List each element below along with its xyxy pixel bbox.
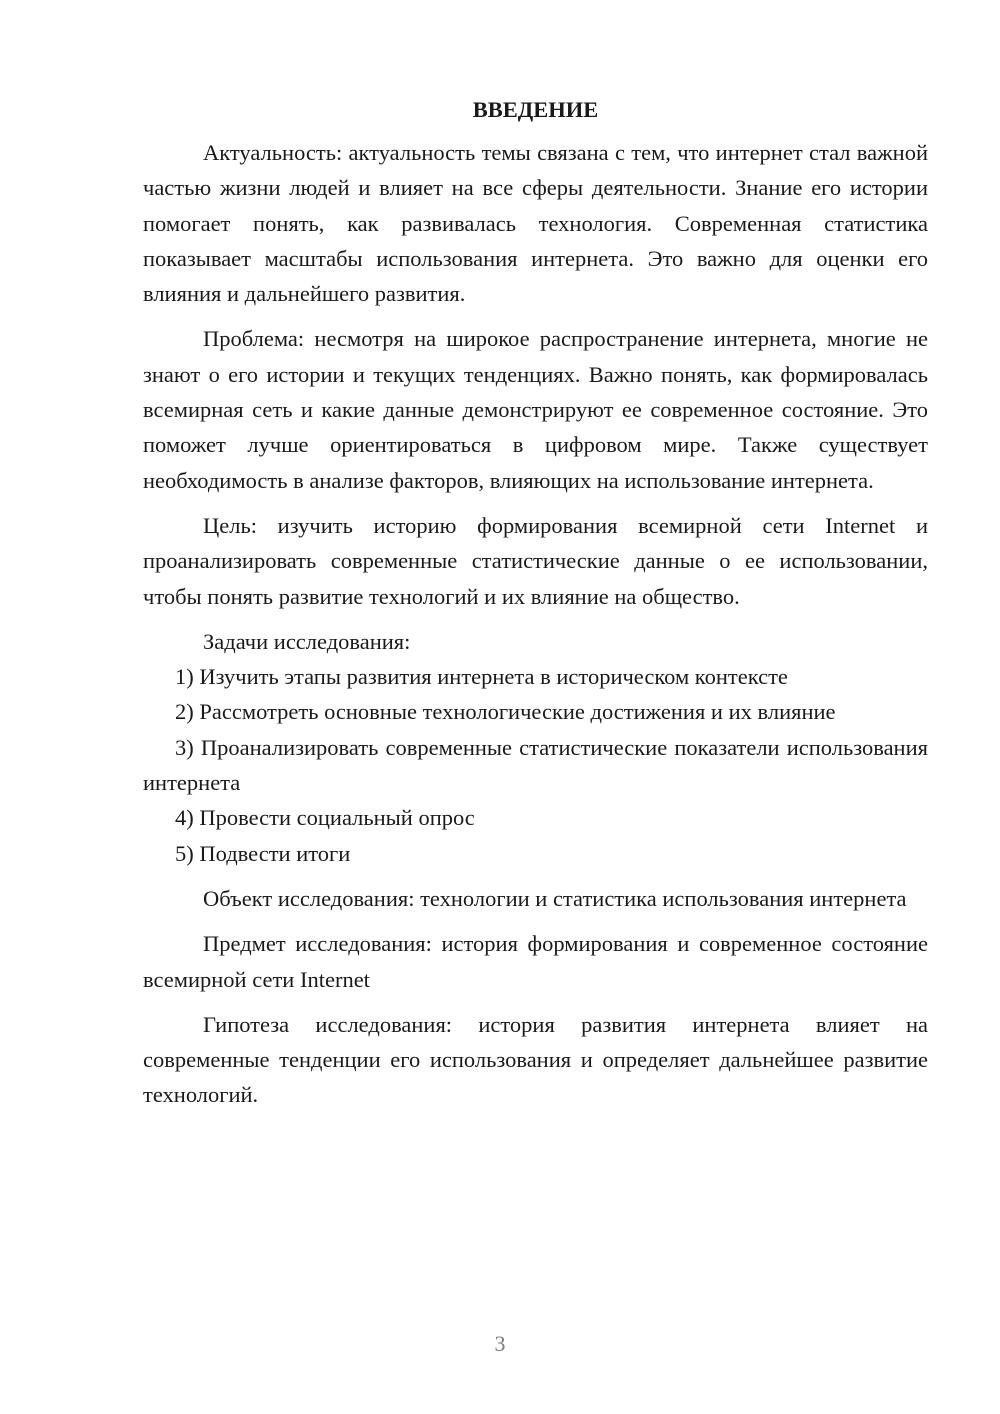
object-paragraph: Объект исследования: технологии и статистика использования интернета: [203, 885, 907, 911]
page-number: 3: [494, 1331, 506, 1356]
relevance-paragraph: Актуальность: актуальность темы связана с тем, что интернет стал важной частью жизни людей и влияет на все сферы деятельности. Знание его истории помогает понять, как развивалась технология. Современная статистика показывает масштабы использования интернета. Это важно для оценки его влияния и дальнейшего развития.: [143, 140, 928, 307]
page-content: [143, 92, 928, 1113]
problem-paragraph: Проблема: несмотря на широкое распространение интернета, многие не знают о его истории и текущих тенденциях. Важно понять, как формировалась всемирная сеть и какие данные демонстрируют ее современное состояние. Это поможет лучше ориентироваться в цифровом мире. Также существует необходимость в анализе факторов, влияющих на использование интернета.: [143, 326, 928, 493]
hypothesis-paragraph: Гипотеза исследования: история развития интернета влияет на современные тенденции его использования и определяет дальнейшее развитие технологий.: [143, 1011, 928, 1108]
task-item-2: 2) Рассмотреть основные технологические достижения и их влияние: [175, 699, 836, 725]
tasks-heading: Задачи исследования:: [203, 628, 411, 654]
task-item-1: 1) Изучить этапы развития интернета в историческом контексте: [175, 664, 788, 690]
task-item-5: 5) Подвести итоги: [175, 840, 351, 866]
task-item-3: 3) Проанализировать современные статистические показатели использования интернета: [143, 734, 928, 796]
goal-paragraph: Цель: изучить историю формирования всемирной сети Internet и проанализировать современные статистические данные о ее использовании, чтобы понять развитие технологий и их влияние на общество.: [143, 512, 928, 609]
task-item-4: 4) Провести социальный опрос: [175, 805, 475, 831]
page-title: ВВЕДЕНИЕ: [472, 97, 599, 122]
subject-paragraph: Предмет исследования: история формирования и современное состояние всемирной сети Internet: [143, 931, 928, 992]
